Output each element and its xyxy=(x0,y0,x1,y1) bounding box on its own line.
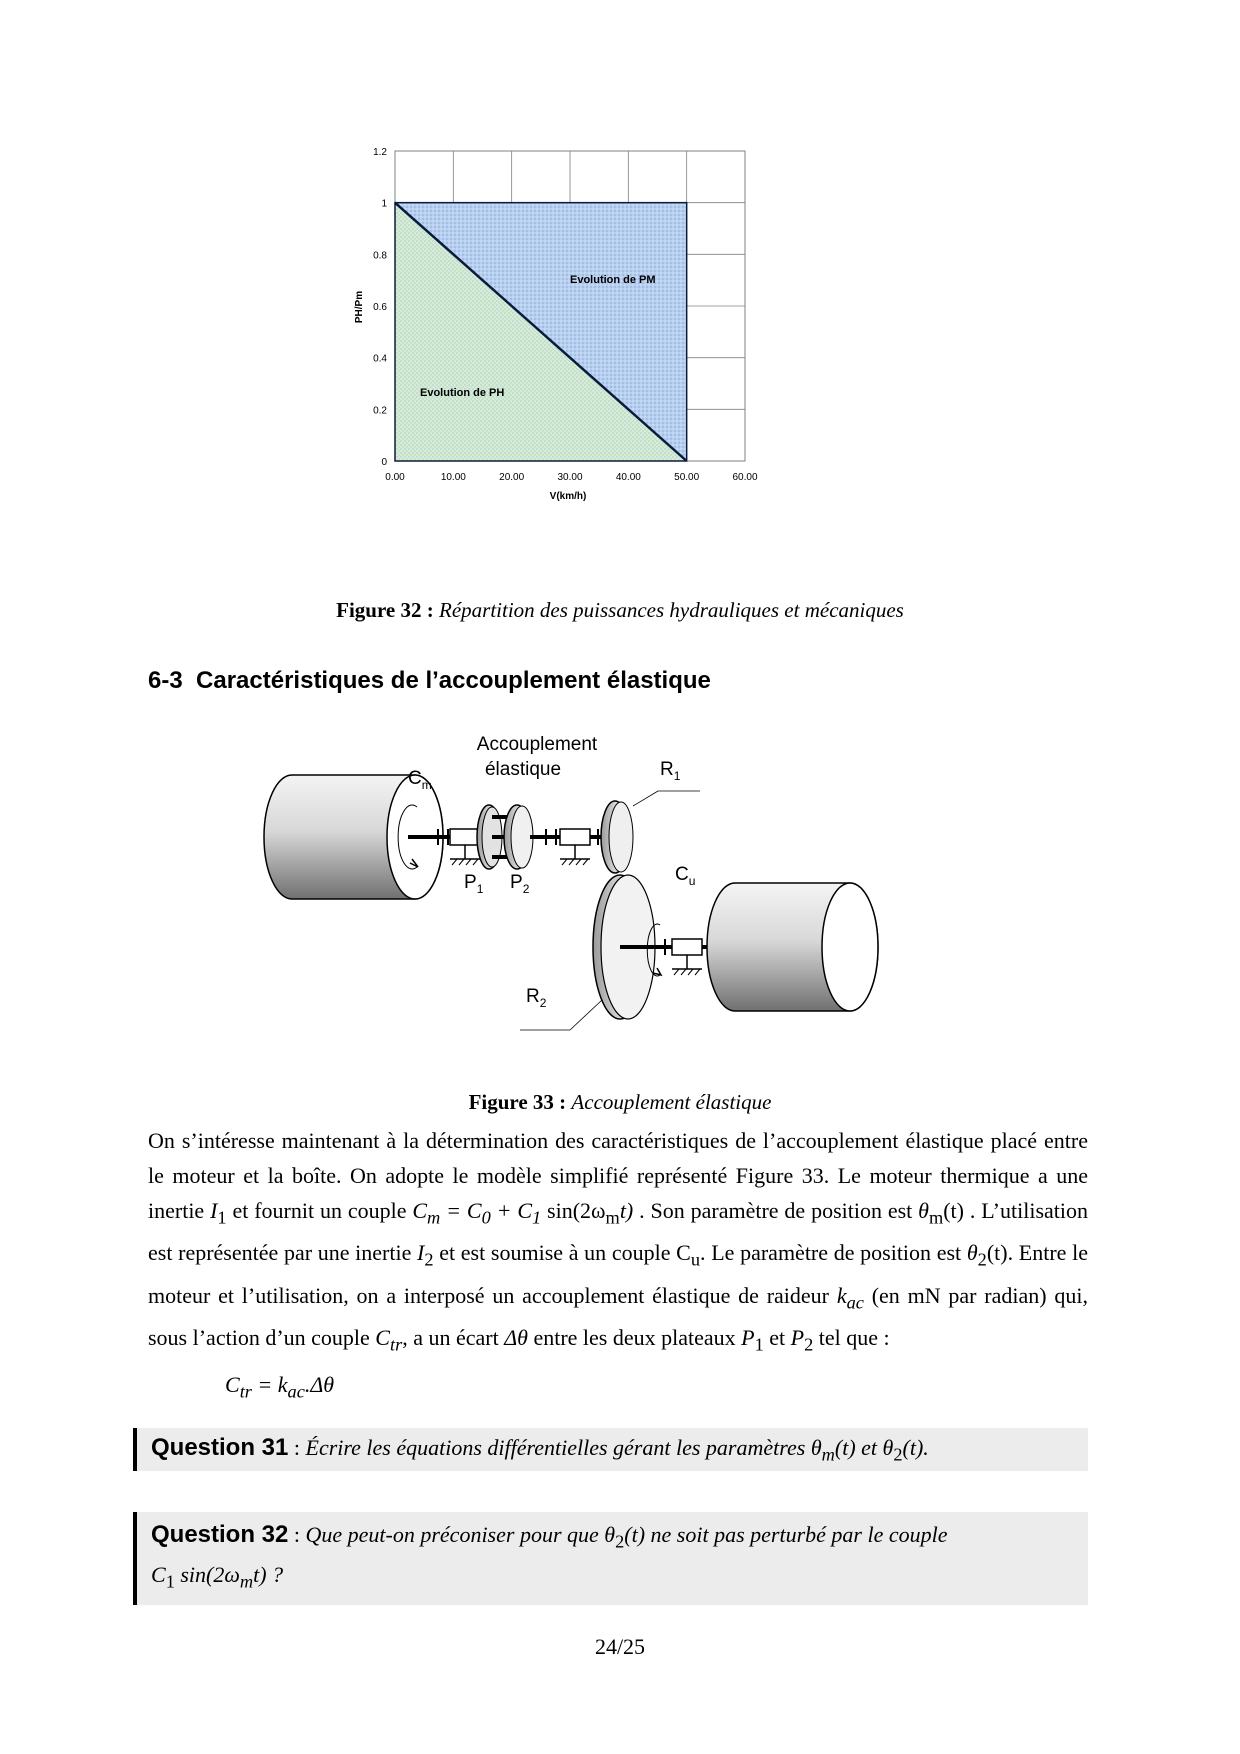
annotation-evolution-ph: Evolution de PH xyxy=(420,387,505,399)
x-tick-label: 50.00 xyxy=(674,472,700,483)
x-tick-label: 10.00 xyxy=(440,472,466,483)
question-31: Question 31 : Écrire les équations différentielles gérant les paramètres $\theta_m(t)$ et $\theta_2(t)$. xyxy=(133,1428,1088,1471)
figure-32-text: Répartition des puissances hydrauliques et mécaniques xyxy=(439,598,904,622)
label-cm: $C_m$ xyxy=(408,768,432,792)
x-tick-label: 0.00 xyxy=(385,472,405,483)
body-paragraph: On s’intéresse maintenant à la détermination des caractéristiques de l’accouplement élastique placé entre le moteur et la boîte. On adopte le modèle simplifié représenté Figure 33. Le moteur thermique a une inertie $I_1$ et fournit un couple $C_m = C_0 + C_1$ $\sin(2\omega_mt)$ . Son paramètre de position est $\theta_m(t)$ . L’utilisation est représentée par une inertie $I_2$ et est soumise à un couple $C_u$. Le paramètre de position est $\theta_2(t)$. Entre le moteur et l’utilisation, on a interposé un accouplement élastique de raideur $k_{ac}$ (en mN par radian) qui, sous l’action d’un couple $C_{tr}$, a un écart Δθ entre les deux plateaux $P_1$ et $P_2$ tel que : xyxy=(148,1128,1089,1355)
y-tick-label: 0.2 xyxy=(373,405,387,417)
coupling-equation: $C_{tr} = k_{ac}.\Delta\theta$ xyxy=(225,1372,335,1402)
y-tick-label: 0.4 xyxy=(373,353,387,365)
label-p2: $P_2$ xyxy=(510,872,530,896)
section-title: Caractéristiques de l’accouplement élastique xyxy=(196,667,711,694)
y-tick-label: 1.2 xyxy=(373,147,387,158)
label-p1: $P_1$ xyxy=(464,872,484,896)
figure-32-caption xyxy=(0,598,1240,623)
label-cu: $C_u$ xyxy=(675,864,696,888)
label-r1: $R_1$ xyxy=(660,759,681,783)
annotation-evolution-pm: Evolution de PM xyxy=(570,274,656,286)
coupling-plates xyxy=(477,805,533,869)
question-31-label: Question 31 xyxy=(151,1434,289,1461)
x-tick-label: 60.00 xyxy=(732,472,758,483)
figure-33-text: Accouplement élastique xyxy=(571,1090,772,1114)
label-accouplement: Accouplement xyxy=(476,734,598,755)
section-heading xyxy=(148,667,711,695)
figure-32-label: Figure 32 : xyxy=(336,598,434,622)
question-32: Question 32 : Que peut-on préconiser pour que $\theta_2(t)$ ne soit pas perturbé par le couple $C_1$ $\sin(2\omega_mt)$ ? xyxy=(133,1512,1088,1605)
label-r2: $R_2$ xyxy=(526,986,547,1010)
intermediate-shaft xyxy=(530,829,610,865)
x-tick-label: 20.00 xyxy=(499,472,525,483)
gear-r1 xyxy=(601,801,633,873)
elastic-coupling-diagram xyxy=(260,725,980,1035)
power-distribution-chart xyxy=(354,147,870,570)
x-tick-label: 30.00 xyxy=(557,472,583,483)
y-tick-label: 1 xyxy=(381,198,387,210)
x-tick-label: 40.00 xyxy=(615,472,641,483)
y-tick-label: 0 xyxy=(381,457,387,468)
page-number: 24/25 xyxy=(594,1634,646,1659)
x-axis-label: V(km/h) xyxy=(549,491,587,502)
question-32-label: Question 32 xyxy=(151,1521,289,1548)
load-cylinder xyxy=(707,883,878,1011)
label-elastique: élastique xyxy=(484,759,562,780)
y-tick-label: 0.6 xyxy=(373,302,387,313)
y-tick-label: 0.8 xyxy=(373,250,387,262)
y-axis-label: PH/Pm xyxy=(354,290,365,324)
section-number: 6-3 xyxy=(148,667,183,694)
chart-areas xyxy=(395,203,687,461)
figure-33-caption xyxy=(0,1090,1240,1115)
figure-33-label: Figure 33 : xyxy=(468,1090,567,1114)
